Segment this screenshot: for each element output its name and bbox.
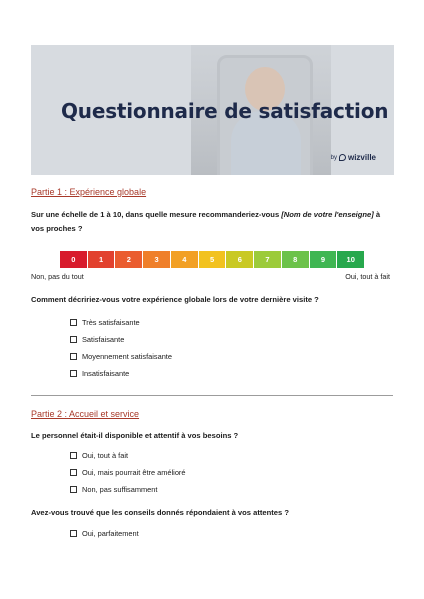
question-text-start: Sur une échelle de 1 à 10, dans quelle mesure recommanderiez-vous — [31, 210, 282, 219]
scale-min-label: Non, pas du tout — [31, 272, 84, 281]
option-label: Moyennement satisfaisante — [82, 352, 172, 361]
option-label: Très satisfaisante — [82, 318, 140, 327]
scale-option-10[interactable]: 10 — [337, 251, 364, 268]
section-title-part2: Partie 2 : Accueil et service — [31, 409, 140, 419]
experience-option[interactable] — [70, 318, 140, 327]
option-label: Insatisfaisante — [82, 369, 130, 378]
question-staff: Le personnel était-il disponible et attentif à vos besoins ? — [31, 431, 239, 440]
wizville-logo-icon — [339, 154, 346, 161]
option-label: Satisfaisante — [82, 335, 125, 344]
checkbox[interactable] — [70, 336, 77, 343]
option-label: Oui, parfaitement — [82, 529, 139, 538]
scale-option-5[interactable]: 5 — [199, 251, 227, 268]
scale-option-1[interactable]: 1 — [88, 251, 116, 268]
scale-option-6[interactable]: 6 — [226, 251, 254, 268]
nps-scale — [60, 251, 364, 268]
question-text-line2: vos proches ? — [31, 224, 83, 233]
experience-option[interactable] — [70, 352, 172, 361]
section-title-part1: Partie 1 : Expérience globale — [31, 187, 147, 197]
scale-option-0[interactable]: 0 — [60, 251, 88, 268]
scale-option-9[interactable]: 9 — [310, 251, 338, 268]
staff-option[interactable] — [70, 451, 128, 460]
staff-option[interactable] — [70, 485, 157, 494]
checkbox[interactable] — [70, 469, 77, 476]
brand-logo — [331, 153, 376, 162]
advice-option[interactable] — [70, 529, 139, 538]
option-label: Oui, mais pourrait être amélioré — [82, 468, 186, 477]
brand-by-label: by — [330, 154, 337, 161]
scale-option-8[interactable]: 8 — [282, 251, 310, 268]
question-advice: Avez-vous trouvé que les conseils donnés répondaient à vos attentes ? — [31, 508, 289, 517]
checkbox[interactable] — [70, 530, 77, 537]
scale-max-label: Oui, tout à fait — [345, 272, 390, 281]
brand-name: wizville — [347, 153, 376, 162]
option-label: Oui, tout à fait — [82, 451, 129, 460]
page-title: Questionnaire de satisfaction — [61, 99, 389, 123]
question-text-end: à — [373, 210, 381, 219]
checkbox[interactable] — [70, 486, 77, 493]
checkbox[interactable] — [70, 452, 77, 459]
question-experience: Comment décririez-vous votre expérience globale lors de votre dernière visite ? — [31, 295, 319, 304]
scale-option-2[interactable]: 2 — [115, 251, 143, 268]
scale-option-4[interactable]: 4 — [171, 251, 199, 268]
checkbox[interactable] — [70, 319, 77, 326]
section-divider — [31, 395, 393, 396]
experience-option[interactable] — [70, 369, 129, 378]
option-label: Non, pas suffisamment — [82, 485, 158, 494]
scale-option-7[interactable]: 7 — [254, 251, 282, 268]
question-brand-placeholder: [Nom de votre l'enseigne] — [281, 210, 374, 219]
checkbox[interactable] — [70, 370, 77, 377]
scale-option-3[interactable]: 3 — [143, 251, 171, 268]
checkbox[interactable] — [70, 353, 77, 360]
question-recommendation — [31, 208, 393, 236]
staff-option[interactable] — [70, 468, 186, 477]
header-banner — [31, 45, 394, 175]
experience-option[interactable] — [70, 335, 124, 344]
